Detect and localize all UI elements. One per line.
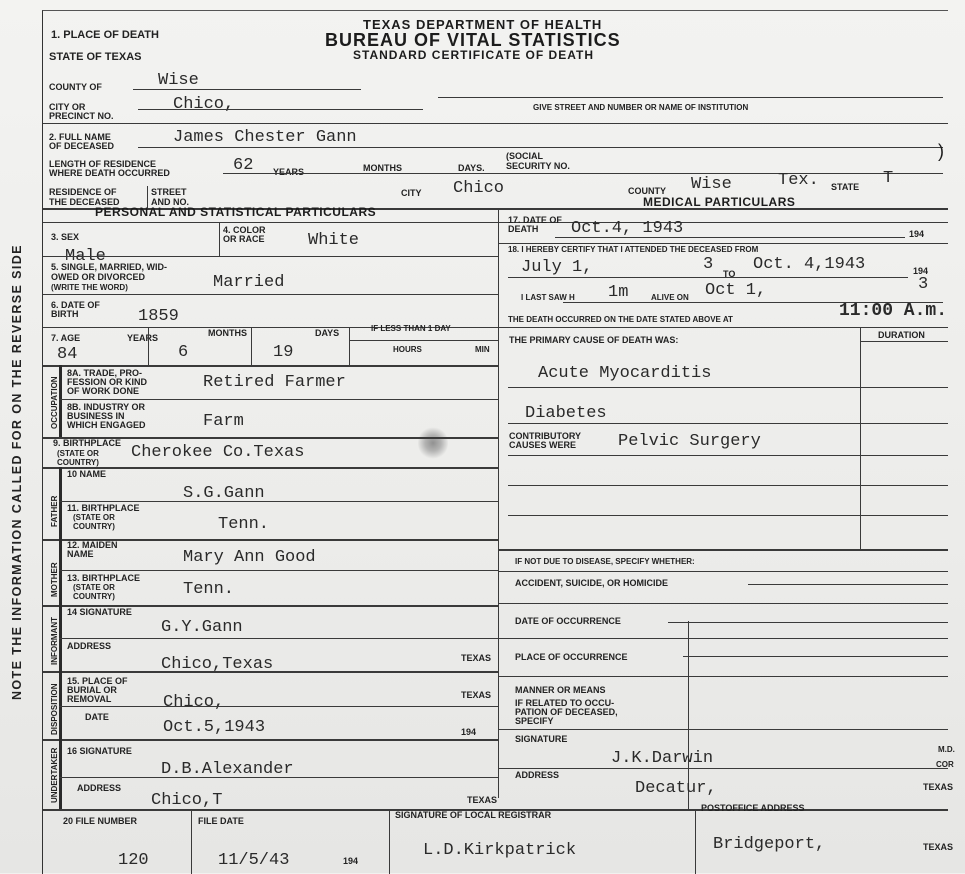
full-name-label: 2. FULL NAME — [49, 132, 111, 142]
informant-signature-value: G.Y.Gann — [161, 618, 243, 637]
sex-value: Male — [65, 247, 106, 266]
last-saw-value: 1m — [608, 283, 629, 302]
city-label: CITY OR — [49, 102, 86, 112]
cor-label: COR — [936, 760, 954, 769]
informant-address-label: ADDRESS — [67, 641, 112, 651]
burial-label-3: REMOVAL — [67, 694, 112, 704]
accident-label: ACCIDENT, SUICIDE, OR HOMICIDE — [515, 578, 669, 588]
father-birthplace-value: Tenn. — [218, 515, 270, 534]
precinct-label: PRECINCT NO. — [49, 111, 114, 121]
side-note: NOTE THE INFORMATION CALLED FOR ON THE REVERSE SIDE — [10, 244, 24, 700]
certify-label: 18. I HEREBY CERTIFY THAT I ATTENDED THE DECEASED FROM — [508, 245, 759, 254]
marital-label-2: OWED OR DIVORCED — [51, 272, 146, 282]
to-label: TO — [723, 269, 736, 279]
contributory-label-2: CAUSES WERE — [509, 440, 577, 450]
race-label: 4. COLOR — [223, 225, 266, 235]
undertaker-signature-label: 16 SIGNATURE — [67, 746, 132, 756]
dob-label-2: BIRTH — [51, 309, 79, 319]
street-label: STREET — [151, 187, 187, 197]
informant-side-label: INFORMANT — [50, 617, 59, 665]
manner-label-3: PATION OF DECEASED, — [515, 707, 618, 717]
father-birthplace-label-2: (STATE OR — [73, 513, 115, 522]
industry-label-3: WHICH ENGAGED — [67, 420, 146, 430]
time-occurred-label: THE DEATH OCCURRED ON THE DATE STATED ABOVE AT — [508, 315, 733, 324]
burial-place-value: Chico, — [163, 693, 225, 712]
residence-label: RESIDENCE OF — [49, 187, 117, 197]
primary-cause-label: THE PRIMARY CAUSE OF DEATH WAS: — [509, 335, 679, 345]
industry-label: 8B. INDUSTRY OR — [67, 402, 146, 412]
residence-length-label-2: WHERE DEATH OCCURRED — [49, 168, 170, 178]
occupation-side-label: OCCUPATION — [50, 376, 59, 429]
residence-length-label: LENGTH OF RESIDENCE — [49, 159, 157, 169]
res-city-value: Chico — [453, 179, 505, 198]
marital-label-3: (WRITE THE WORD) — [51, 283, 128, 292]
state-of-texas-label: STATE OF TEXAS — [49, 51, 142, 63]
secondary-cause-value: Diabetes — [525, 404, 607, 423]
county-label: COUNTY OF — [49, 82, 102, 92]
street-label-2: AND NO. — [151, 197, 189, 207]
burial-label: 15. PLACE OF — [67, 676, 128, 686]
death-date-label: 17. DATE OF — [508, 215, 562, 225]
trade-label-3: OF WORK DONE — [67, 386, 139, 396]
birthplace-label-2: (STATE OR — [57, 449, 99, 458]
min-label: MIN — [475, 345, 490, 354]
death-year-label: 194 — [909, 229, 925, 239]
file-number-label: 20 FILE NUMBER — [63, 816, 138, 826]
dob-label: 6. DATE OF — [51, 300, 100, 310]
physician-address-value: Decatur, — [635, 779, 717, 798]
from-year-value: 3 — [703, 255, 714, 274]
md-label: M.D. — [938, 745, 955, 754]
father-side-label: FATHER — [50, 495, 59, 527]
city-value: Chico, — [173, 95, 235, 114]
age-months-label: MONTHS — [208, 328, 247, 338]
age-years-label: YEARS — [127, 333, 159, 343]
disposition-side-label: DISPOSITION — [50, 683, 59, 735]
postoffice-label: POSTOFFICE ADDRESS — [701, 803, 805, 813]
father-birthplace-label-3: COUNTRY) — [73, 522, 115, 531]
full-name-label-2: OF DECEASED — [49, 141, 115, 151]
time-value: 11:00 A.m. — [839, 301, 948, 321]
years-label: YEARS — [273, 167, 305, 177]
physician-address-label: ADDRESS — [515, 770, 560, 780]
manner-label: MANNER OR MEANS — [515, 685, 606, 695]
res-county-value: Wise — [691, 175, 732, 194]
trade-label-2: FESSION OR KIND — [67, 377, 148, 387]
alive-on-value: Oct 1, — [705, 281, 767, 300]
registrar-value: L.D.Kirkpatrick — [423, 841, 577, 860]
file-year-label: 194 — [343, 856, 359, 866]
marital-label: 5. SINGLE, MARRIED, WID- — [51, 262, 168, 272]
birthplace-label: 9. BIRTHPLACE — [53, 438, 122, 448]
give-street-label: GIVE STREET AND NUMBER OR NAME OF INSTITUTION — [533, 103, 749, 112]
hours-label: HOURS — [393, 345, 422, 354]
full-name-value: James Chester Gann — [173, 128, 357, 147]
bureau-title: BUREAU OF VITAL STATISTICS — [325, 30, 621, 50]
medical-section-header: MEDICAL PARTICULARS — [643, 195, 796, 209]
marital-value: Married — [213, 273, 285, 292]
not-due-label: IF NOT DUE TO DISEASE, SPECIFY WHETHER: — [515, 557, 695, 566]
birthplace-value: Cherokee Co.Texas — [131, 443, 305, 462]
occupation-value: Retired Farmer — [203, 373, 346, 392]
res-state-label: STATE — [831, 182, 860, 192]
postoffice-value: Bridgeport, — [713, 835, 826, 854]
birthplace-label-3: COUNTRY) — [57, 458, 99, 467]
birth-year-value: 1859 — [138, 307, 179, 326]
mother-side-label: MOTHER — [50, 562, 59, 597]
mother-birthplace-label-3: COUNTRY) — [73, 592, 115, 601]
industry-label-2: BUSINESS IN — [67, 411, 125, 421]
dept-title: TEXAS DEPARTMENT OF HEALTH — [363, 17, 603, 32]
registrar-label: SIGNATURE OF LOCAL REGISTRAR — [395, 810, 552, 820]
age-years-value: 84 — [57, 345, 78, 364]
physician-texas-label: TEXAS — [923, 782, 954, 792]
res-county-label: COUNTY — [628, 186, 666, 196]
age-label: 7. AGE — [51, 333, 81, 343]
manner-label-4: SPECIFY — [515, 716, 554, 726]
contributory-value: Pelvic Surgery — [618, 432, 761, 451]
race-value: White — [308, 231, 360, 250]
duration-header: DURATION — [878, 330, 925, 340]
res-tex-value: Tex. — [778, 171, 819, 190]
ink-smudge — [418, 426, 448, 460]
death-date-value: Oct.4, 1943 — [571, 219, 684, 238]
physician-signature-label: SIGNATURE — [515, 734, 568, 744]
sex-label: 3. SEX — [51, 232, 80, 242]
contributory-label: CONTRIBUTORY — [509, 431, 581, 441]
file-date-value: 11/5/43 — [218, 851, 290, 870]
date-occurrence-label: DATE OF OCCURRENCE — [515, 616, 621, 626]
primary-cause-value: Acute Myocarditis — [538, 364, 712, 383]
burial-texas-label: TEXAS — [461, 690, 492, 700]
father-name-label: 10 NAME — [67, 469, 107, 479]
social-label: (SOCIAL — [506, 151, 543, 161]
age-days-value: 19 — [273, 343, 294, 362]
father-name-value: S.G.Gann — [183, 484, 265, 503]
father-birthplace-label: 11. BIRTHPLACE — [67, 503, 140, 513]
informant-signature-label: 14 SIGNATURE — [67, 607, 132, 617]
place-occurrence-label: PLACE OF OCCURRENCE — [515, 652, 628, 662]
undertaker-texas-label: TEXAS — [467, 795, 498, 805]
undertaker-side-label: UNDERTAKER — [50, 747, 59, 803]
age-months-value: 6 — [178, 343, 189, 362]
file-date-label: FILE DATE — [198, 816, 244, 826]
alive-year-value: 3 — [918, 275, 929, 294]
place-of-death-label: 1. PLACE OF DEATH — [51, 29, 159, 41]
certificate-title: STANDARD CERTIFICATE OF DEATH — [353, 48, 594, 62]
to-year-label: 194 — [913, 266, 929, 276]
personal-section-header: PERSONAL AND STATISTICAL PARTICULARS — [95, 205, 377, 219]
maiden-label-2: NAME — [67, 549, 94, 559]
physician-signature-value: J.K.Darwin — [611, 749, 714, 768]
alive-on-label: ALIVE ON — [651, 293, 689, 302]
attended-from-value: July 1, — [521, 258, 593, 277]
res-state-value: T — [883, 169, 894, 188]
mother-birthplace-label-2: (STATE OR — [73, 583, 115, 592]
burial-year-label: 194 — [461, 727, 477, 737]
county-value: Wise — [158, 71, 199, 90]
undertaker-signature-value: D.B.Alexander — [161, 760, 294, 779]
burial-date-label: DATE — [85, 712, 109, 722]
undertaker-address-value: Chico,T — [151, 791, 223, 810]
maiden-label: 12. MAIDEN — [67, 540, 118, 550]
age-days-label: DAYS — [315, 328, 340, 338]
social-label-2: SECURITY NO. — [506, 161, 570, 171]
informant-address-value: Chico,Texas — [161, 655, 274, 674]
file-number-value: 120 — [118, 851, 149, 870]
burial-label-2: BURIAL OR — [67, 685, 117, 695]
race-label-2: OR RACE — [223, 234, 265, 244]
res-city-label: CITY — [401, 188, 422, 198]
industry-value: Farm — [203, 412, 244, 431]
mother-maiden-value: Mary Ann Good — [183, 548, 316, 567]
trade-label: 8A. TRADE, PRO- — [67, 368, 143, 378]
postoffice-texas-label: TEXAS — [923, 842, 954, 852]
residence-label-2: THE DECEASED — [49, 197, 120, 207]
last-saw-label: I LAST SAW H — [521, 293, 575, 302]
death-certificate: TEXAS DEPARTMENT OF HEALTH BUREAU OF VITAL STATISTICS STANDARD CERTIFICATE OF DEATH 1. PLACE OF DEATH STATE OF TEXAS COUNTY OF Wise CITY OR PRECINCT NO. Chico, GIVE STREET AND NUMBER OR NAME OF INSTITUTION 2. FULL NAME OF DECEASED James Chester Gann LENGTH OF RESIDENCE WHERE DEATH OCCURRED 62 YEARS MONTHS DAYS. (SOCIAL SECURITY NO. ) RESIDENCE OF THE DECEASED STREET AND NO. CITY Chico COUNTY Wise Tex. STATE T PERSONAL AND STATISTICAL PARTICULARS MEDICAL PARTICULARS 3. SEX Male 4. COLOR OR RACE White 5. SINGLE, MARRIED, WID- OWED OR DIVORCED (WRITE THE WORD) Married 6. DATE OF BIRTH 1859 7. AGE YEARS MONTHS DAYS IF LESS THAN 1 DAY HOURS MIN 84 6 19 OCCUPATION 8A. TRADE, PRO- FESSION OR KIND OF WORK DONE Retired Farmer 8B. INDUSTRY OR BUSINESS IN WHICH ENGAGED Farm 9. BIRTHPLACE (STATE OR COUNTRY) Cherokee Co.Texas FATHER 10 NAME S.G.Gann 11. BIRTHPLACE (STATE OR COUNTRY) Tenn. MOTHER 12. MAIDEN NAME Mary Ann Good 13. BIRTHPLACE (STATE OR COUNTRY) Tenn. INFORMANT 14 SIGNATURE G.Y.Gann ADDRESS Chico,Texas TEXAS DISPOSITION 15. PLACE OF BURIAL OR REMOVAL Chico, TEXAS DATE Oct.5,1943 194 UNDERTAKER 16 SIGNATURE D.B.Alexander ADDRESS Chico,T TEXAS 17. DATE OF DEATH Oct.4, 1943 194 18. I HEREBY CERTIFY THAT I ATTENDED THE DECEASED FROM July 1, 3 TO Oct. 4,1943 194 I LAST SAW H 1m ALIVE ON Oct 1, 3 THE DEATH OCCURRED ON THE DATE STATED ABOVE AT 11:00 A.m. THE PRIMARY CAUSE OF DEATH WAS: DURATION Acute Myocarditis Diabetes CONTRIBUTORY CAUSES WERE Pelvic Surgery IF NOT DUE TO DISEASE, SPECIFY WHETHER: ACCIDENT, SUICIDE, OR HOMICIDE DATE OF OCCURRENCE PLACE OF OCCURRENCE MANNER OR MEANS IF RELATED TO OCCU- PATION OF DECEASED, SPECIFY SIGNATURE J.K.Darwin M.D. COR ADDRESS Decatur, TEXAS 20 FILE NUMBER 120 FILE DATE 11/5/43 194 SIGNATURE OF LOCAL REGISTRAR L.D.Kirkpatrick POSTOFFICE ADDRESS Bridgeport, TEXAS — [42, 10, 948, 874]
undertaker-address-label: ADDRESS — [77, 783, 122, 793]
informant-texas-label: TEXAS — [461, 653, 492, 663]
mother-birthplace-label: 13. BIRTHPLACE — [67, 573, 141, 583]
days-label: DAYS. — [458, 163, 485, 173]
mother-birthplace-value: Tenn. — [183, 580, 235, 599]
death-date-label-2: DEATH — [508, 224, 539, 234]
attended-to-value: Oct. 4,1943 — [753, 255, 866, 274]
less-than-day-label: IF LESS THAN 1 DAY — [371, 324, 451, 333]
burial-date-value: Oct.5,1943 — [163, 718, 266, 737]
manner-label-2: IF RELATED TO OCCU- — [515, 698, 615, 708]
months-label: MONTHS — [363, 163, 402, 173]
residence-years-value: 62 — [233, 156, 254, 175]
